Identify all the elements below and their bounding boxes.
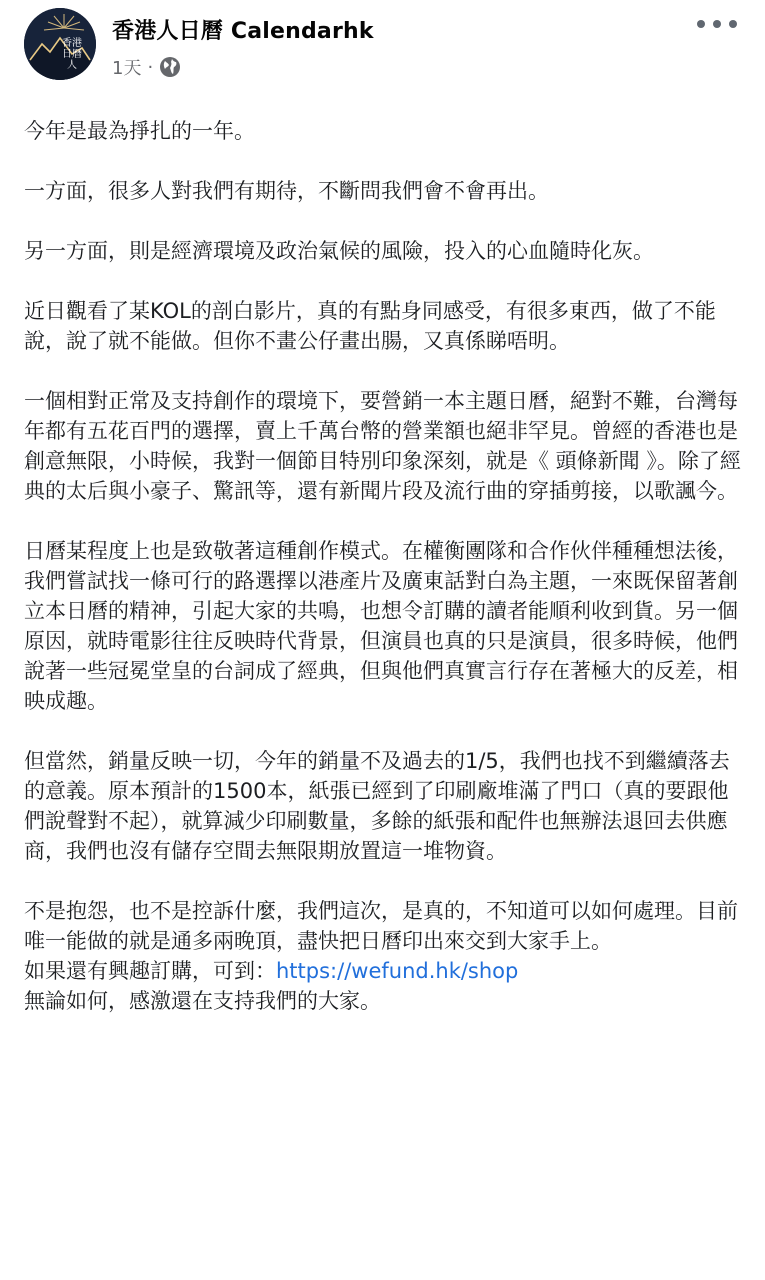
post-paragraph: 近日觀看了某KOL的剖白影片，真的有點身同感受，有很多東西，做了不能說，說了就不能做。但你不畫公仔畫出腸，又真係睇唔明。 bbox=[24, 299, 716, 353]
post-paragraph: 另一方面，則是經濟環境及政治氣候的風險，投入的心血隨時化灰。 bbox=[24, 239, 654, 263]
globe-icon[interactable] bbox=[159, 56, 181, 78]
avatar-logo-text: 香港日曆人 bbox=[62, 38, 82, 71]
post-meta bbox=[112, 54, 181, 80]
more-dot bbox=[729, 20, 737, 28]
post-paragraph: 一個相對正常及支持創作的環境下，要營銷一本主題日曆，絕對不難，台灣每年都有五花百門的選擇，賣上千萬台幣的營業額也絕非罕見。曾經的香港也是創意無限，小時候，我對一個節目特別印象深刻，就是《 頭條新聞 》。除了經典的太后與小豪子、驚訊等，還有新聞片段及流行曲的穿插剪接，以歌諷今。 bbox=[24, 389, 741, 503]
post-body bbox=[24, 116, 744, 1016]
post-timestamp[interactable]: 1天 bbox=[112, 58, 142, 79]
post-paragraph: 不是抱怨，也不是控訴什麼，我們這次，是真的，不知道可以如何處理。目前唯一能做的就是通多兩晚頂，盡快把日曆印出來交到大家手上。 bbox=[24, 899, 738, 953]
page-avatar[interactable] bbox=[24, 8, 96, 80]
post-header bbox=[0, 0, 765, 100]
more-options-button[interactable] bbox=[697, 12, 737, 36]
closing-line: 無論如何，感激還在支持我們的大家。 bbox=[24, 989, 381, 1013]
post-paragraph: 但當然，銷量反映一切，今年的銷量不及過去的1/5，我們也找不到繼續落去的意義。原本預計的1500本，紙張已經到了印刷廠堆滿了門口（真的要跟他們說聲對不起），就算減少印刷數量，多餘的紙張和配件也無辦法退回去供應商，我們也沒有儲存空間去無限期放置這一堆物資。 bbox=[24, 749, 730, 863]
more-dot bbox=[697, 20, 705, 28]
post-paragraph: 今年是最為掙扎的一年。 bbox=[24, 119, 255, 143]
more-dot bbox=[713, 20, 721, 28]
post-paragraph: 日曆某程度上也是致敬著這種創作模式。在權衡團隊和合作伙伴種種想法後，我們嘗試找一條可行的路選擇以港產片及廣東話對白為主題，一來既保留著創立本日曆的精神，引起大家的共鳴，也想令訂購的讀者能順利收到貨。另一個原因，就時電影往往反映時代背景，但演員也真的只是演員，很多時候，他們說著一些冠冕堂皇的台詞成了經典，但與他們真實言行存在著極大的反差，相映成趣。 bbox=[24, 539, 738, 713]
shop-link[interactable]: https://wefund.hk/shop bbox=[276, 959, 519, 983]
page-name[interactable]: 香港人日曆 Calendarhk bbox=[112, 19, 374, 44]
meta-separator: · bbox=[147, 56, 154, 78]
order-prefix: 如果還有興趣訂購，可到： bbox=[24, 959, 276, 983]
order-line bbox=[24, 956, 744, 986]
post-paragraph: 一方面，很多人對我們有期待，不斷問我們會不會再出。 bbox=[24, 179, 549, 203]
